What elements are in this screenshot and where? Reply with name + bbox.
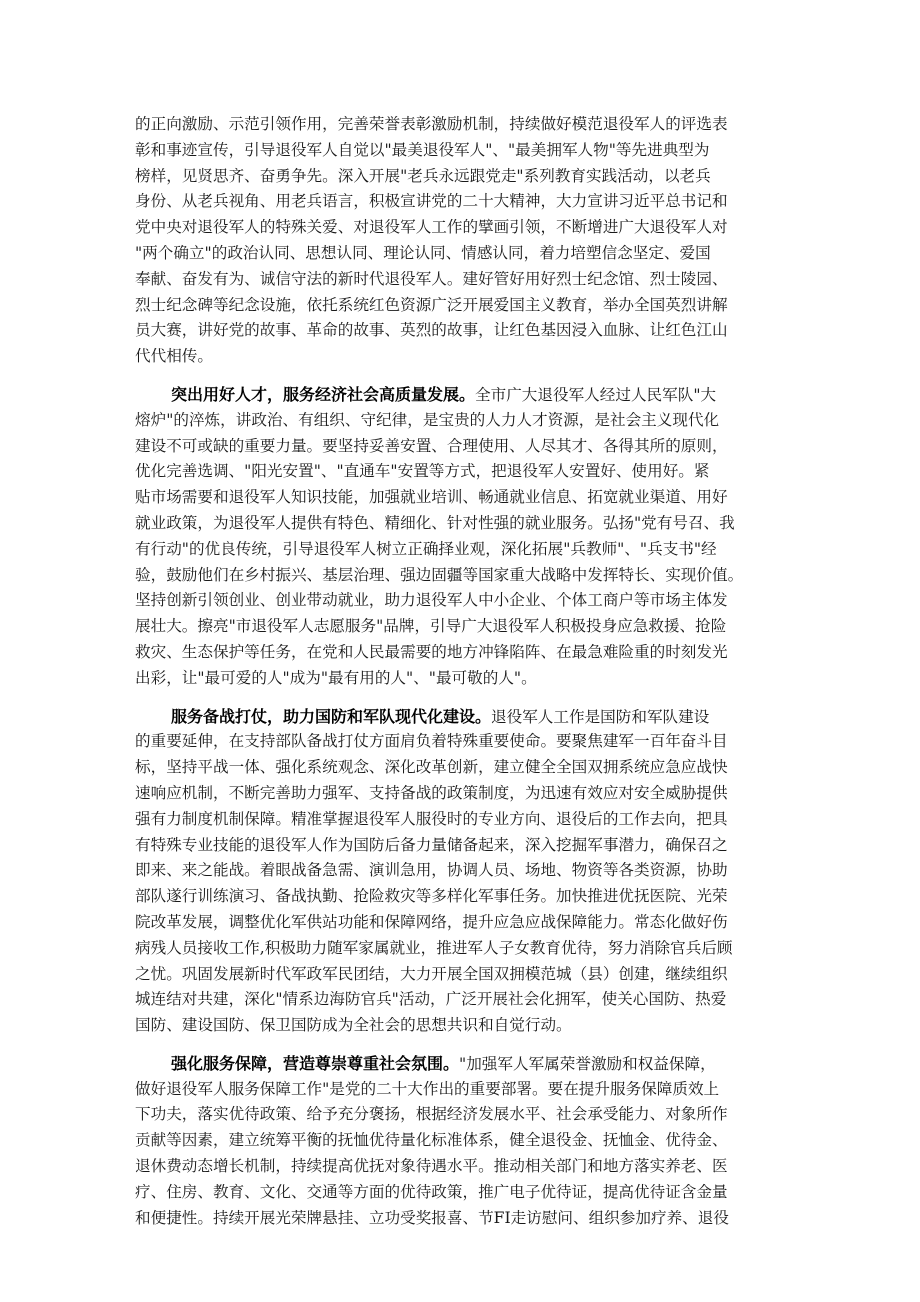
text-line: 城连结对共建，深化"情系边海防官兵"活动，广泛开展社会化拥军，使关心国防、热爱 — [135, 990, 727, 1009]
text-line: 熔炉"的淬炼，讲政治、有组织、守纪律，是宝贵的人力人才资源，是社会主义现代化 — [135, 410, 720, 429]
text-line: 部队遂行训练演习、备战执勤、抢险救灾等多样化军事任务。加快推进优抚医院、光荣 — [135, 887, 728, 906]
text-line — [135, 704, 797, 730]
text-line — [135, 1051, 797, 1077]
text-line: 奉献、奋发有为、诚信守法的新时代退役军人。建好管好用好烈士纪念馆、烈士陵园、 — [135, 269, 728, 288]
section-heading: 强化服务保障，营造尊崇尊重社会氛围。 — [171, 1053, 460, 1073]
text-line: 的正向激励、示范引领作用，完善荣誉表彰激励机制，持续做好模范退役军人的评选表 — [135, 115, 728, 133]
section-heading: 突出用好人才，服务经济社会高质量发展。 — [171, 384, 476, 404]
text-line: 榜样，见贤思齐、奋勇争先。深入开展"老兵永远跟党走"系列教育实践活动，以老兵 — [135, 166, 711, 185]
paragraph-defense-support — [135, 704, 797, 1039]
paragraph-talent-development — [135, 382, 797, 692]
text-line: 之忧。巩固发展新时代军政军民团结，大力开展全国双拥模范城（县）创建，继续组织 — [135, 964, 728, 983]
text-line: 病残人员接收工作,积极助力随军家属就业，推进军人子女教育优待，努力消除官兵后顾 — [135, 938, 733, 957]
text-line: 院改革发展，调整优化军供站功能和保障网络，提升应急应战保障能力。常态化做好伤 — [135, 912, 728, 931]
text-run: 退役军人工作是国防和军队建设 — [491, 707, 710, 726]
text-run: 全市广大退役军人经过人民军队"大 — [475, 385, 717, 404]
text-line: 和便捷性。持续开展光荣牌悬挂、立功受奖报喜、节FI走访慰问、组织参加疗养、退役 — [135, 1208, 729, 1227]
text-line: 贡献等因素，建立统筹平衡的抚恤优待量化标准体系，健全退役金、抚恤金、优待金、 — [135, 1131, 728, 1150]
text-line: 代代相传。 — [135, 347, 213, 366]
text-line: 验，鼓励他们在乡村振兴、基层治理、强边固疆等国家重大战略中发挥特长、实现价值。 — [135, 565, 744, 584]
text-line: 建设不可或缺的重要力量。要坚持妥善安置、合理使用、人尽其才、各得其所的原则， — [135, 436, 728, 455]
text-line: 即来、来之能战。着眼战备急需、演训急用，协调人员、场地、物资等各类资源，协助 — [135, 861, 728, 880]
document-page — [135, 112, 797, 1243]
text-line: 坚持创新引领创业、创业带动就业，助力退役军人中小企业、个体工商户等市场主体发 — [135, 591, 728, 610]
text-line: 疗、住房、教育、文化、交通等方面的优待政策，推广电子优待证，提高优待证含金量 — [135, 1182, 728, 1201]
text-line — [135, 382, 797, 408]
text-line: 标，坚持平战一体、强化系统观念、深化改革创新，建立健全全国双拥系统应急应战快 — [135, 758, 728, 777]
text-line: 展壮大。擦亮"市退役军人志愿服务"品牌，引导广大退役军人积极投身应急救援、抢险 — [135, 617, 727, 636]
text-line: 彰和事迹宣传，引导退役军人自觉以"最美退役军人"、"最美拥军人物"等先进典型为 — [135, 140, 710, 159]
text-line: 强有力制度机制保障。精准掌握退役军人服役时的专业方向、退役后的工作去向，把具 — [135, 809, 728, 828]
text-line: 速响应机制，不断完善助力强军、支持备战的政策制度，为迅速有效应对安全威胁提供 — [135, 783, 728, 802]
text-line: 的重要延伸，在支持部队备战打仗方面肩负着特殊重要使命。要聚焦建军一百年奋斗目 — [135, 732, 728, 751]
text-line: 国防、建设国防、保卫国防成为全社会的思想共识和自觉行动。 — [135, 1016, 572, 1035]
text-line: 党中央对退役军人的特殊关爱、对退役军人工作的擘画引领，不断增进广大退役军人对 — [135, 218, 728, 237]
paragraph-honor-education — [135, 112, 797, 370]
section-heading: 服务备战打仗，助力国防和军队现代化建设。 — [171, 706, 492, 726]
text-line: 员大赛，讲好党的故事、革命的故事、英烈的故事，让红色基因浸入血脉、让红色江山 — [135, 321, 728, 340]
text-line: 下功夫，落实优待政策、给予充分褒扬，根据经济发展水平、社会承受能力、对象所作 — [135, 1105, 728, 1124]
text-run: "加强军人军属荣誉激励和权益保障， — [459, 1054, 716, 1073]
text-line: 有行动"的优良传统，引导退役军人树立正确择业观，深化拓展"兵教师"、"兵支书"经 — [135, 539, 717, 558]
paragraph-service-guarantee — [135, 1051, 797, 1232]
text-line: "两个确立"的政治认同、思想认同、理论认同、情感认同，着力培塑信念坚定、爱国 — [135, 243, 711, 262]
text-line: 烈士纪念碑等纪念设施，依托系统红色资源广泛开展爱国主义教育，举办全国英烈讲解 — [135, 295, 728, 314]
text-line: 就业政策，为退役军人提供有特色、精细化、针对性强的就业服务。弘扬"党有号召、我 — [135, 513, 735, 532]
text-line: 有特殊专业技能的退役军人作为国防后备力量储备起来，深入挖掘军事潜力，确保召之 — [135, 835, 728, 854]
text-line: 退休费动态增长机制，持续提高优抚对象待遇水平。推动相关部门和地方落实养老、医 — [135, 1157, 728, 1176]
text-line: 贴市场需要和退役军人知识技能，加强就业培训、畅通就业信息、拓宽就业渠道、用好 — [135, 488, 728, 507]
text-line: 身份、从老兵视角、用老兵语言，积极宣讲党的二十大精神，大力宣讲习近平总书记和 — [135, 192, 728, 211]
text-line: 出彩，让"最可爱的人"成为"最有用的人"、"最可敬的人"。 — [135, 668, 537, 687]
text-line: 优化完善选调、"阳光安置"、"直通车"安置等方式，把退役军人安置好、使用好。紧 — [135, 462, 710, 481]
text-line: 救灾、生态保护等任务，在党和人民最需要的地方冲锋陷阵、在最急难险重的时刻发光 — [135, 642, 728, 661]
text-line: 做好退役军人服务保障工作"是党的二十大作出的重要部署。要在提升服务保障质效上 — [135, 1079, 720, 1098]
